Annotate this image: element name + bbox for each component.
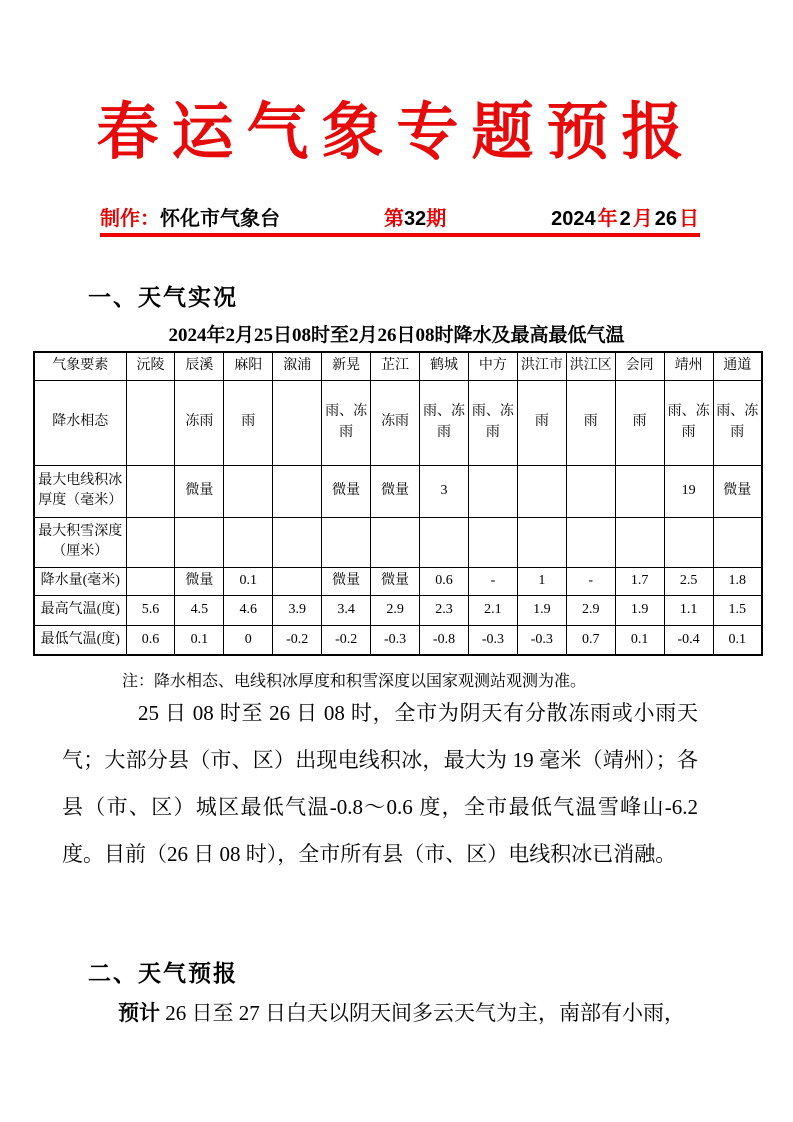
table-cell: 4.5 [175,595,224,625]
table-cell [126,380,175,465]
table-cell: 2.3 [420,595,469,625]
table-cell: -0.3 [517,625,566,655]
table-cell [322,517,371,567]
table-cell: 微量 [175,567,224,595]
weather-summary-paragraph: 25 日 08 时至 26 日 08 时，全市为阴天有分散冻雨或小雨天气；大部分县（市、区）出现电线积冰，最大为 19 毫米（靖州）；各县（市、区）城区最低气温-0.8～0.6 度，全市最低气温雪峰山-6.2 度。目前（26 日 08 时），全市所有县（市、区）电线积冰已消融。 [62,701,698,866]
table-cell: 雨 [224,380,273,465]
producer-name: 怀化市气象台 [160,208,280,230]
table-row [34,625,762,655]
date-day-unit: 日 [679,208,699,230]
issue-prefix: 第 [383,208,404,230]
table-cell [566,517,615,567]
column-header-element: 气象要素 [34,352,126,380]
producer-info [100,202,280,231]
table-cell [175,517,224,567]
table-row [34,380,762,465]
table-cell: 1.1 [664,595,713,625]
column-header-station: 通道 [713,352,762,380]
table-cell: 0.1 [713,625,762,655]
table-cell: 1 [517,567,566,595]
table-cell: 雨 [566,380,615,465]
table-cell: 1.7 [615,567,664,595]
table-cell: 5.6 [126,595,175,625]
table-cell [713,517,762,567]
table-cell: 雨 [517,380,566,465]
table-cell: 2.9 [371,595,420,625]
column-header-station: 鹤城 [420,352,469,380]
table-note: 注：降水相态、电线积冰厚度和积雪深度以国家观测站观测为准。 [122,673,587,690]
table-cell: 微量 [371,465,420,517]
table-cell [126,465,175,517]
table-cell [273,465,322,517]
column-header-station: 辰溪 [175,352,224,380]
table-cell: 雨、冻雨 [664,380,713,465]
table-cell [517,465,566,517]
table-cell [664,517,713,567]
row-label: 最低气温(度) [34,625,126,655]
producer-label: 制作： [100,208,160,230]
table-cell: 微量 [322,465,371,517]
column-header-station: 洪江市 [517,352,566,380]
table-cell: -0.3 [371,625,420,655]
table-cell: 冻雨 [175,380,224,465]
table-cell [273,517,322,567]
table-cell [566,465,615,517]
table-cell: 微量 [175,465,224,517]
column-header-station: 溆浦 [273,352,322,380]
table-cell: - [468,567,517,595]
row-label: 最大电线积冰厚度（毫米） [34,465,126,517]
issue-info [384,202,446,231]
table-cell: 0.1 [175,625,224,655]
date-year: 2024 [551,208,596,230]
date-day: 26 [654,208,677,230]
table-cell [371,517,420,567]
meta-row [100,202,700,231]
table-cell: - [566,567,615,595]
table-cell: -0.2 [273,625,322,655]
table-cell: -0.2 [322,625,371,655]
weather-table-head [34,352,762,380]
table-cell [615,465,664,517]
table-cell: 0.1 [224,567,273,595]
table-cell: 1.5 [713,595,762,625]
table-cell [468,465,517,517]
table-cell: 0.7 [566,625,615,655]
table-row [34,567,762,595]
forecast-lead: 预计 [118,1002,160,1025]
table-cell: 3 [420,465,469,517]
column-header-station: 洪江区 [566,352,615,380]
weather-table-head-row [34,352,762,380]
date-month: 2 [619,208,631,230]
table-cell: 4.6 [224,595,273,625]
date-month-unit: 月 [632,208,653,230]
weather-table-body [34,380,762,655]
forecast-paragraph [62,990,722,1037]
table-cell: 2.9 [566,595,615,625]
table-cell: 雨、冻雨 [420,380,469,465]
table-cell: 雨、冻雨 [468,380,517,465]
table-cell: 1.9 [615,595,664,625]
table-cell: -0.4 [664,625,713,655]
table-cell [273,380,322,465]
column-header-station: 会同 [615,352,664,380]
table-cell: 2.1 [468,595,517,625]
table-cell [126,517,175,567]
table-row [34,465,762,517]
table-cell: 0.6 [126,625,175,655]
row-label: 最高气温(度) [34,595,126,625]
table-cell [224,517,273,567]
table-cell: 3.9 [273,595,322,625]
weather-table-title: 2024年2月25日08时至2月26日08时降水及最高最低气温 [168,325,625,346]
column-header-station: 新晃 [322,352,371,380]
table-cell [420,517,469,567]
table-cell: 冻雨 [371,380,420,465]
issue-suffix: 期 [426,208,447,230]
table-cell: 1.9 [517,595,566,625]
table-cell: 2.5 [664,567,713,595]
table-cell [468,517,517,567]
table-cell: 0.1 [615,625,664,655]
row-label: 降水相态 [34,380,126,465]
table-cell [615,517,664,567]
row-label: 最大积雪深度（厘米） [34,517,126,567]
table-cell: 1.8 [713,567,762,595]
table-cell: 0 [224,625,273,655]
table-cell: 雨、冻雨 [713,380,762,465]
date-year-unit: 年 [597,208,618,230]
table-cell: -0.3 [468,625,517,655]
table-cell: 雨、冻雨 [322,380,371,465]
section-heading-weather-forecast: 二、天气预报 [88,960,238,986]
table-cell: 微量 [371,567,420,595]
forecast-text: 26 日至 27 日白天以阴天间多云天气为主，南部有小雨， [160,1001,685,1025]
table-row [34,517,762,567]
issue-number: 32 [403,208,427,230]
table-cell [273,567,322,595]
document-title: 春运气象专题预报 [96,99,697,167]
weather-table [33,351,763,656]
table-cell: 3.4 [322,595,371,625]
column-header-station: 中方 [468,352,517,380]
table-cell [126,567,175,595]
table-cell: -0.8 [420,625,469,655]
column-header-station: 靖州 [664,352,713,380]
table-cell: 微量 [322,567,371,595]
table-cell: 微量 [713,465,762,517]
table-cell: 19 [664,465,713,517]
column-header-station: 沅陵 [126,352,175,380]
table-cell: 雨 [615,380,664,465]
red-divider [100,233,700,237]
row-label: 降水量(毫米) [34,567,126,595]
column-header-station: 芷江 [371,352,420,380]
section-heading-weather-actual: 一、天气实况 [88,284,238,310]
column-header-station: 麻阳 [224,352,273,380]
table-row [34,595,762,625]
table-cell: 0.6 [420,567,469,595]
issue-date [550,202,700,231]
table-cell [224,465,273,517]
table-cell [517,517,566,567]
